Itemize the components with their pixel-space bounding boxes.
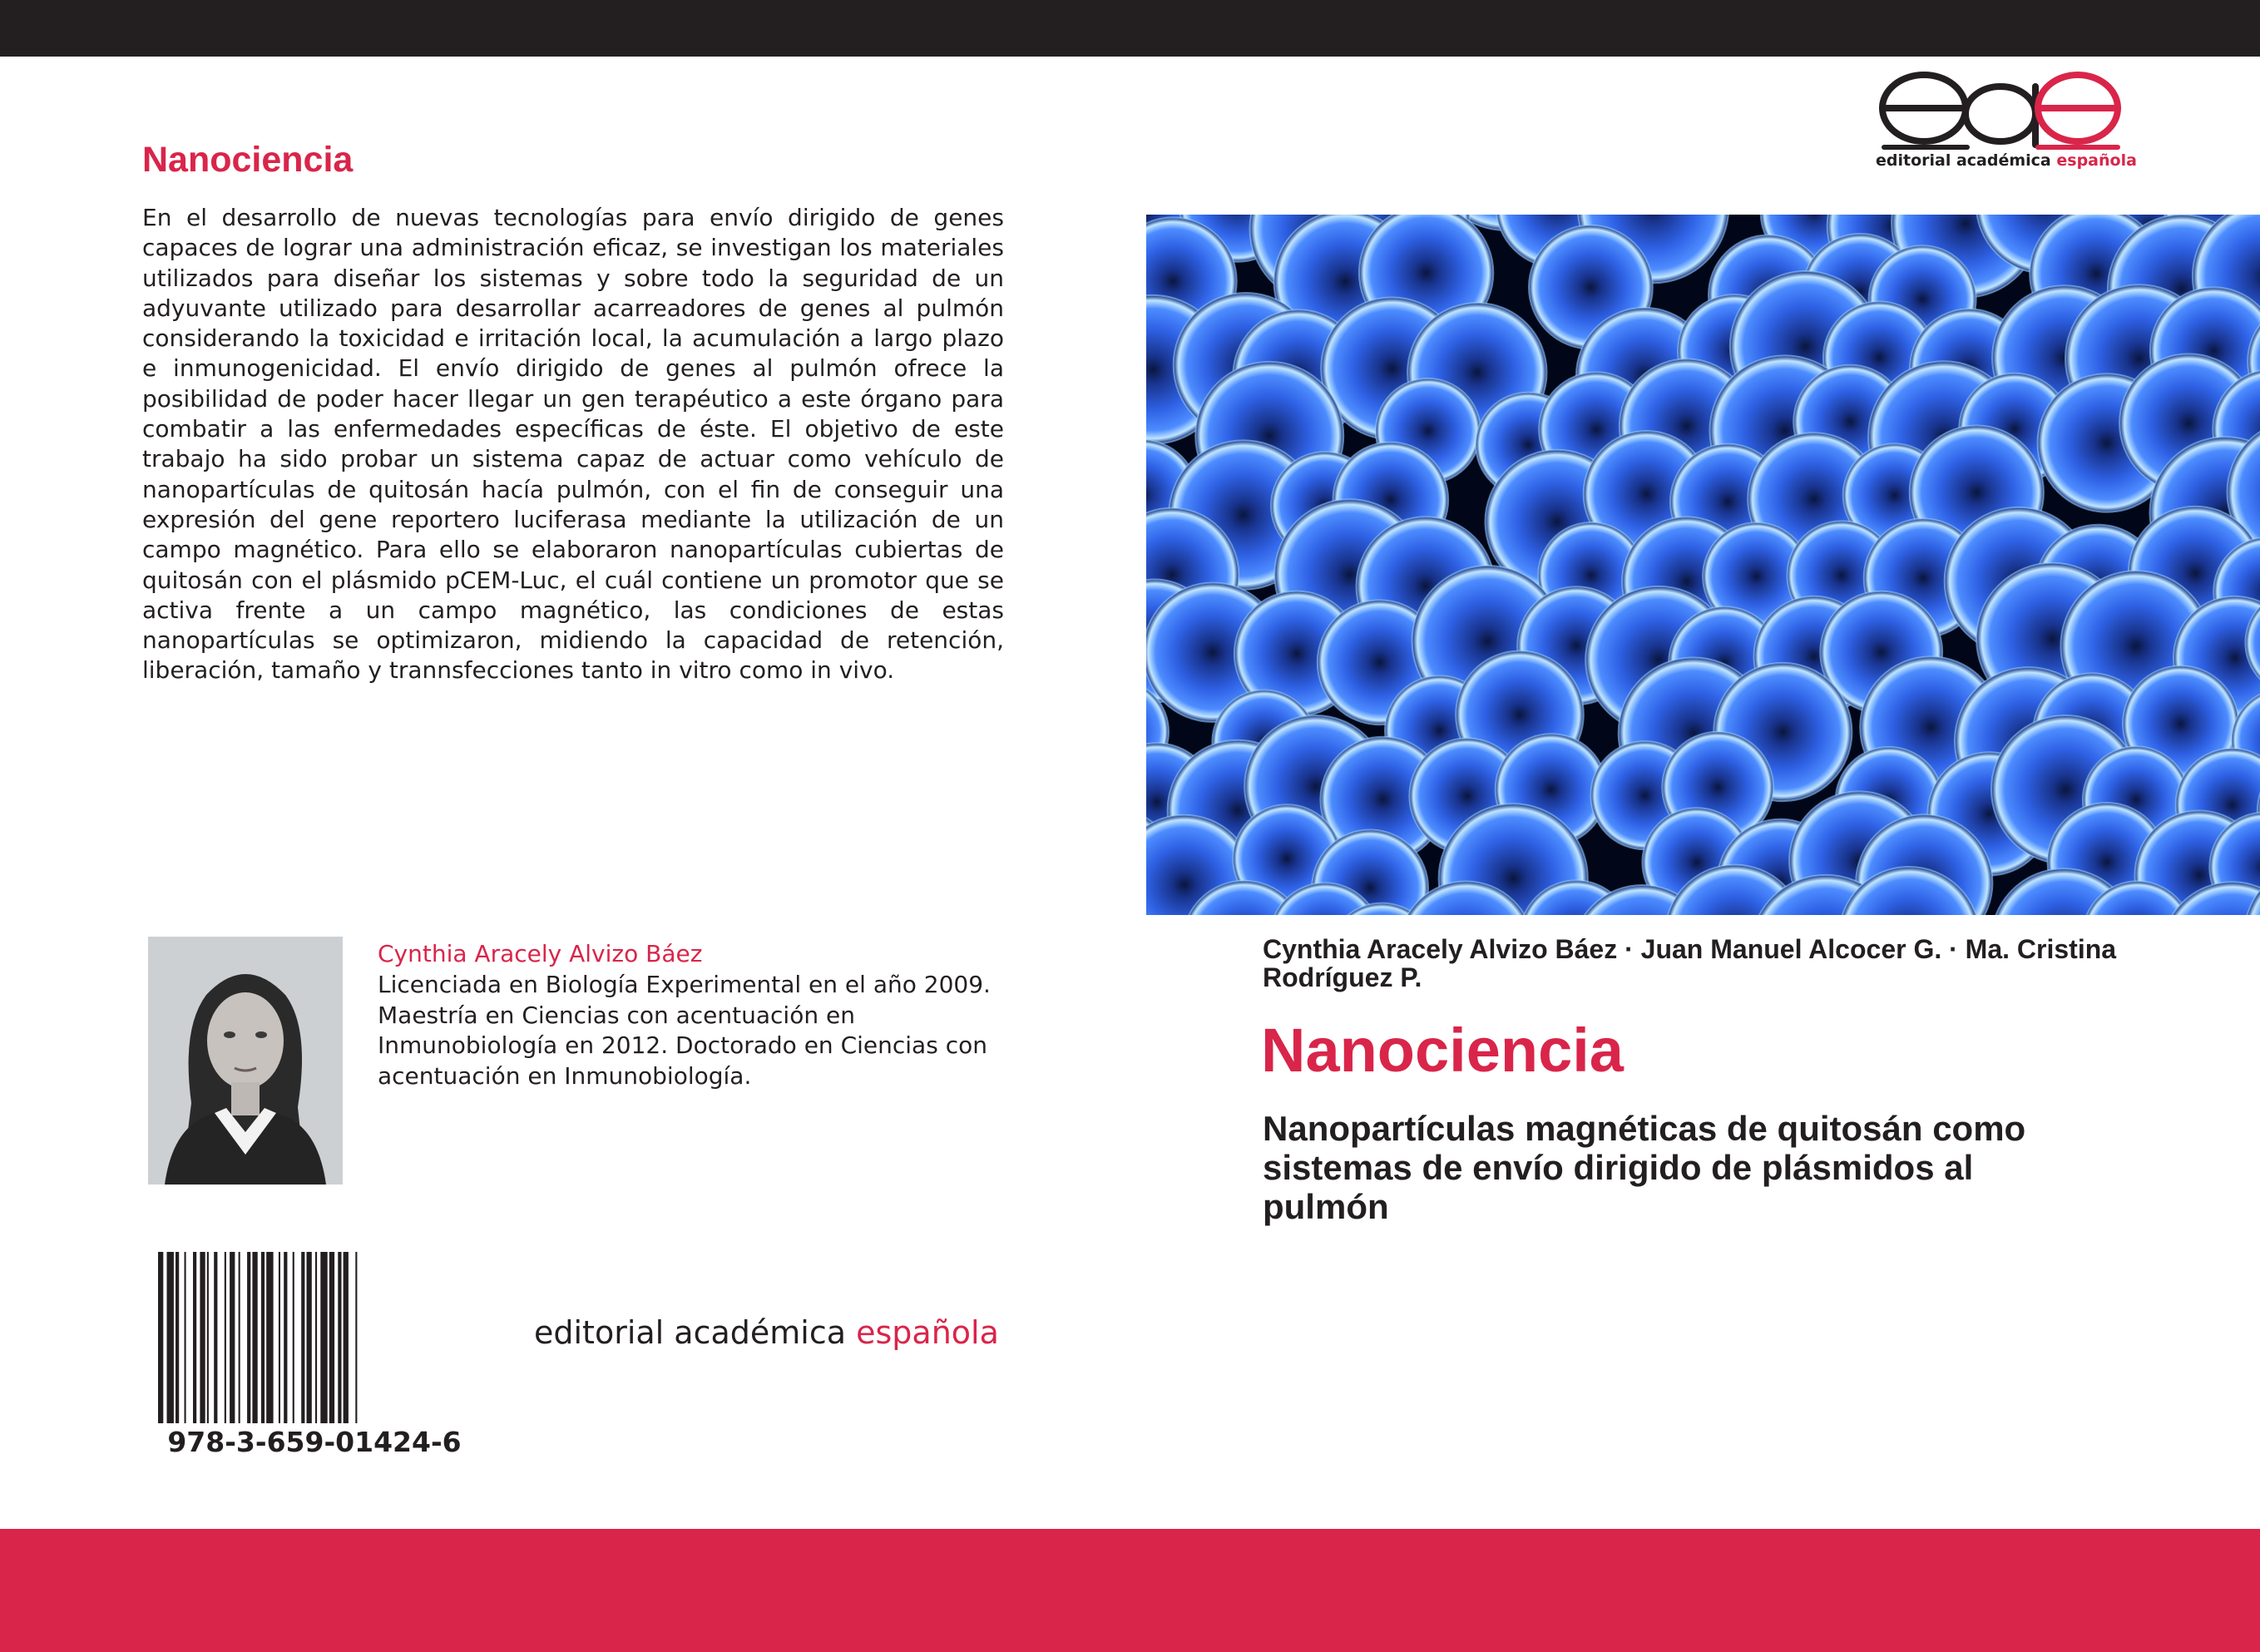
front-cover-authors: Cynthia Aracely Alvizo Báez · Juan Manuel Alcocer G. · Ma. Cristina Rodríguez P.	[1263, 934, 2117, 992]
barcode-bar	[284, 1252, 287, 1423]
barcode-bar	[207, 1252, 209, 1423]
logo-caption: editorial académica española	[1876, 151, 2137, 170]
front-cover-subtitle: Nanopartículas magnéticas de quitosán como sistemas de envío dirigido de plásmidos al pulmón	[1263, 1109, 2026, 1226]
barcode-bar	[247, 1252, 250, 1423]
front-cover-title: Nanociencia	[1261, 1016, 1624, 1085]
author-bio: Licenciada en Biología Experimental en el año 2009. Maestría en Ciencias con acentuación en Inmunobiología en 2012. Doctorado en Ciencias con acentuación en Inmunobiología.	[378, 971, 991, 1090]
barcode-bar	[230, 1252, 235, 1423]
barcode-bar	[279, 1252, 280, 1423]
barcode-bar	[293, 1252, 294, 1423]
barcode-bar	[214, 1252, 217, 1423]
barcode-bar	[338, 1252, 341, 1423]
barcode-bar	[193, 1252, 196, 1423]
barcode-bar	[355, 1252, 357, 1423]
barcode-bar	[266, 1252, 273, 1423]
barcode-bar	[261, 1252, 265, 1423]
barcode-bar	[301, 1252, 304, 1423]
cover-cells-image	[1146, 215, 2260, 915]
barcode	[156, 1252, 472, 1423]
barcode-bar	[344, 1252, 349, 1423]
barcode-bar	[315, 1252, 317, 1423]
author-photo	[148, 937, 343, 1185]
barcode-bar	[176, 1252, 179, 1423]
barcode-bar	[200, 1252, 205, 1423]
barcode-bar	[320, 1252, 327, 1423]
back-cover-description: En el desarrollo de nuevas tecnologías para envío dirigido de genes capaces de lograr una administración eficaz, se investigan los materiales utilizados para diseñar los sistemas y sobre todo la seguridad de un adyuvante utilizado para desarrollar acarreadores de genes al pulmón considerando la toxicidad e irritación local, la acumulación a largo plazo e inmunogenicidad. El envío dirigido de genes al pulmón ofrece la posibilidad de poder hacer llegar un gen terapéutico a este órgano para combatir a las enfermedades específicas de éste. El objetivo de este trabajo ha sido probar un sistema capaz de actuar como vehículo de nanopartículas de quitosán hacía pulmón, con el fin de conseguir una expresión del gene reportero luciferasa mediante la utilización de un campo magnético. Para ello se elaboraron nanopartículas cubiertas de quitosán con el plásmido pCEM-Luc, el cuál contiene un promotor que se activa frente a un campo magnético, las condiciones de estas nanopartículas se optimizaron, midiendo la capacidad de retención, liberación, tamaño y trannsfecciones tanto in vitro como in vivo.	[142, 204, 1004, 685]
barcode-bar	[239, 1252, 240, 1423]
barcode-bar	[185, 1252, 186, 1423]
barcode-bar	[252, 1252, 257, 1423]
barcode-bar	[158, 1252, 163, 1423]
publisher-imprint: editorial académica española	[534, 1314, 999, 1351]
back-cover-title: Nanociencia	[142, 140, 354, 180]
barcode-bar	[167, 1252, 174, 1423]
barcode-bar	[307, 1252, 312, 1423]
eae-logo-icon	[1876, 68, 2125, 151]
top-dark-band	[0, 0, 2260, 57]
bottom-accent-band	[0, 1529, 2260, 1652]
barcode-bar	[329, 1252, 334, 1423]
isbn-number: 978-3-659-01424-6	[167, 1426, 462, 1458]
barcode-bar	[225, 1252, 226, 1423]
author-name: Cynthia Aracely Alvizo Báez	[378, 940, 703, 967]
